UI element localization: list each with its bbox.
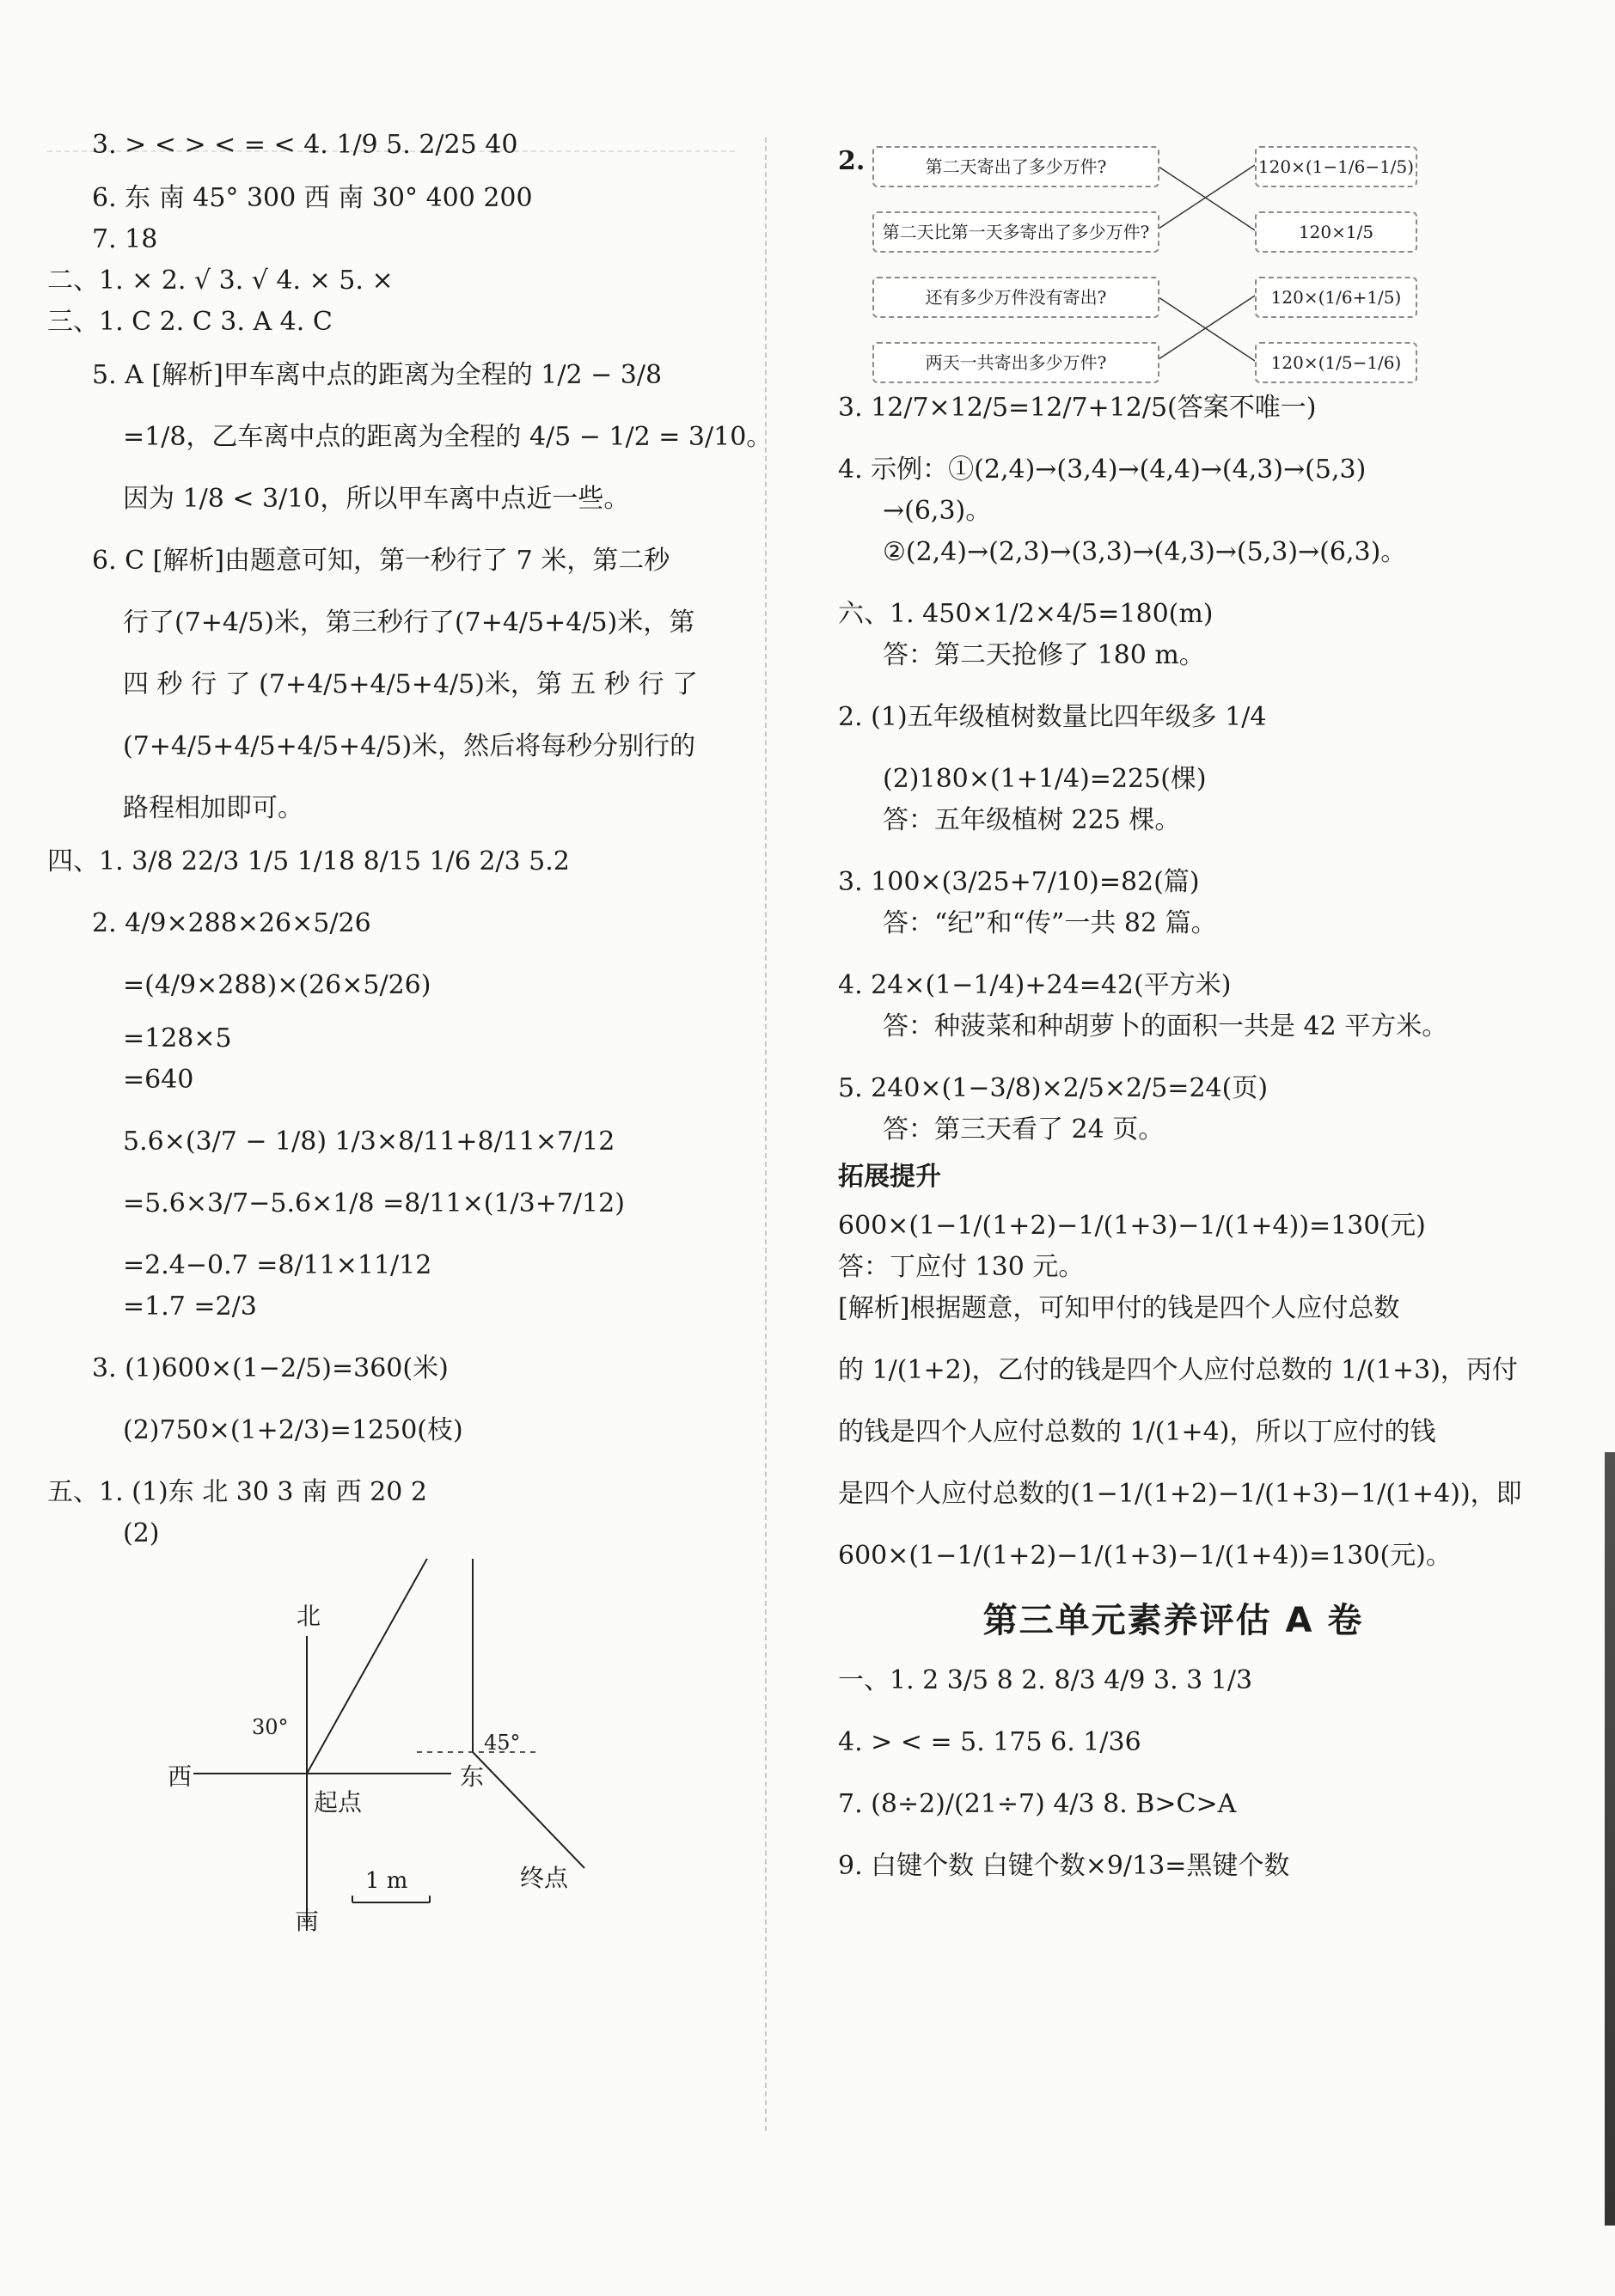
scan-edge [1605, 1452, 1615, 2226]
left-line-12: 路程相加即可。 [123, 793, 303, 823]
label-start: 起点 [314, 1788, 363, 1817]
left-line-6: =1/8，乙车离中点的距离为全程的 4/5 − 1/2 = 3/10。 [123, 422, 773, 452]
right-line-9: 3. 100×(3/25+7/10)=82(篇) [838, 867, 1200, 897]
angle-45: 45° [484, 1731, 521, 1755]
left-line-8: 6. C [解析]由题意可知，第一秒行了 7 米，第二秒 [92, 546, 670, 576]
left-line-11: (7+4/5+4/5+4/5+4/5)米，然后将每秒分别行的 [123, 731, 696, 761]
direction-diagram [168, 1559, 743, 1935]
match-expression-1: 120×(1−1/6−1/5) [1255, 146, 1417, 187]
matching-block [838, 129, 1508, 378]
left-line-20: =2.4−0.7 =8/11×11/12 [123, 1250, 432, 1280]
left-line-13: 四、1. 3/8 22/3 1/5 1/18 8/15 1/6 2/3 5.2 [47, 846, 570, 876]
right-line-13: 5. 240×(1−3/8)×2/5×2/5=24(页) [838, 1073, 1269, 1103]
left-line-19: =5.6×3/7−5.6×1/8 =8/11×(1/3+7/12) [123, 1188, 625, 1218]
scale-label: 1 m [365, 1868, 408, 1894]
right-line-7: (2)180×(1+1/4)=225(棵) [883, 764, 1207, 794]
left-line-23: (2)750×(1+2/3)=1250(枝) [123, 1415, 463, 1445]
right-line-12: 答：种菠菜和种胡萝卜的面积一共是 42 平方米。 [883, 1011, 1448, 1041]
match-question-2: 第二天比第一天多寄出了多少万件? [872, 211, 1159, 253]
match-question-4: 两天一共寄出多少万件? [872, 342, 1159, 383]
right-line-3: ②(2,4)→(2,3)→(3,3)→(4,3)→(5,3)→(6,3)。 [883, 537, 1407, 567]
section-line-1: 4. > < = 5. 175 6. 1/36 [838, 1727, 1141, 1757]
left-line-5: 5. A [解析]甲车离中点的距离为全程的 1/2 − 3/8 [92, 360, 663, 390]
left-line-15: =(4/9×288)×(26×5/26) [123, 970, 431, 1000]
left-line-10: 四 秒 行 了 (7+4/5+4/5+4/5)米，第 五 秒 行 了 [123, 669, 699, 699]
extension-line-4: 的钱是四个人应付总数的 1/(1+4)，所以丁应付的钱 [838, 1417, 1436, 1447]
section-line-3: 9. 白键个数 白键个数×9/13=黑键个数 [838, 1851, 1290, 1881]
left-line-24: 五、1. (1)东 北 30 3 南 西 20 2 [47, 1477, 427, 1507]
section-lines [838, 1664, 1508, 1883]
left-line-22: 3. (1)600×(1−2/5)=360(米) [92, 1353, 449, 1383]
right-line-8: 答：五年级植树 225 棵。 [883, 805, 1181, 835]
right-line-4: 六、1. 450×1/2×4/5=180(m) [838, 599, 1214, 629]
left-line-2: 7. 18 [92, 224, 158, 254]
left-line-0: 3. > < > < = < 4. 1/9 5. 2/25 40 [92, 130, 518, 160]
right-line-2: →(6,3)。 [883, 496, 992, 526]
left-line-1: 6. 东 南 45° 300 西 南 30° 400 200 [92, 183, 533, 213]
extension-line-3: 的 1/(1+2)，乙付的钱是四个人应付总数的 1/(1+3)，丙付 [838, 1355, 1518, 1385]
match-expression-4: 120×(1/5−1/6) [1255, 342, 1417, 383]
right-line-10: 答：“纪”和“传”一共 82 篇。 [883, 908, 1217, 938]
extension-line-6: 600×(1−1/(1+2)−1/(1+3)−1/(1+4))=130(元)。 [838, 1541, 1452, 1571]
right-line-11: 4. 24×(1−1/4)+24=42(平方米) [838, 970, 1232, 1000]
right-line-5: 答：第二天抢修了 180 m。 [883, 640, 1205, 670]
left-line-16: =128×5 [123, 1023, 232, 1053]
label-end: 终点 [520, 1864, 569, 1892]
label-north: 北 [297, 1602, 321, 1630]
left-line-9: 行了(7+4/5)米，第三秒行了(7+4/5+4/5)米，第 [123, 608, 695, 638]
right-answer-lines [838, 392, 1508, 1146]
extension-title: 拓展提升 [838, 1162, 941, 1192]
label-east: 东 [460, 1762, 485, 1791]
match-question-1: 第二天寄出了多少万件? [872, 146, 1159, 187]
path-seg-1 [307, 1559, 473, 1774]
extension-line-2: [解析]根据题意，可知甲付的钱是四个人应付总数 [838, 1293, 1400, 1323]
left-column [47, 129, 773, 1935]
left-line-21: =1.7 =2/3 [123, 1292, 257, 1322]
extension-line-1: 答：丁应付 130 元。 [838, 1252, 1085, 1282]
match-question-3: 还有多少万件没有寄出? [872, 277, 1159, 318]
right-line-0: 3. 12/7×12/5=12/7+12/5(答案不唯一) [838, 393, 1317, 423]
match-expression-2: 120×1/5 [1255, 211, 1417, 253]
left-answer-lines [47, 129, 773, 1550]
match-expression-3: 120×(1/6+1/5) [1255, 277, 1417, 318]
extension-lines [838, 1210, 1522, 1572]
section-line-2: 7. (8÷2)/(21÷7) 4/3 8. B>C>A [838, 1789, 1237, 1819]
left-line-4: 三、1. C 2. C 3. A 4. C [47, 307, 333, 337]
angle-30: 30° [252, 1715, 289, 1739]
left-line-14: 2. 4/9×288×26×5/26 [92, 908, 371, 938]
right-line-6: 2. (1)五年级植树数量比四年级多 1/4 [838, 702, 1267, 732]
label-west: 西 [168, 1762, 193, 1791]
right-line-14: 答：第三天看了 24 页。 [883, 1114, 1165, 1145]
section-title: 第三单元素养评估 A 卷 [982, 1601, 1364, 1640]
left-line-17: =640 [123, 1065, 194, 1095]
path-seg-3 [473, 1752, 584, 1868]
matching-number: 2. [838, 146, 866, 176]
left-line-3: 二、1. × 2. √ 3. √ 4. × 5. × [47, 266, 394, 296]
extension-line-5: 是四个人应付总数的(1−1/(1+2)−1/(1+3)−1/(1+4))，即 [838, 1479, 1522, 1509]
right-column [838, 129, 1522, 1903]
section-line-0: 一、1. 2 3/5 8 2. 8/3 4/9 3. 3 1/3 [838, 1665, 1253, 1695]
label-south: 南 [295, 1907, 320, 1935]
extension-line-0: 600×(1−1/(1+2)−1/(1+3)−1/(1+4))=130(元) [838, 1211, 1426, 1241]
left-line-25: (2) [123, 1518, 160, 1548]
left-line-7: 因为 1/8 < 3/10，所以甲车离中点近一些。 [123, 484, 630, 514]
left-line-18: 5.6×(3/7 − 1/8) 1/3×8/11+8/11×7/12 [123, 1127, 615, 1157]
right-line-1: 4. 示例：①(2,4)→(3,4)→(4,4)→(4,3)→(5,3) [838, 455, 1367, 485]
